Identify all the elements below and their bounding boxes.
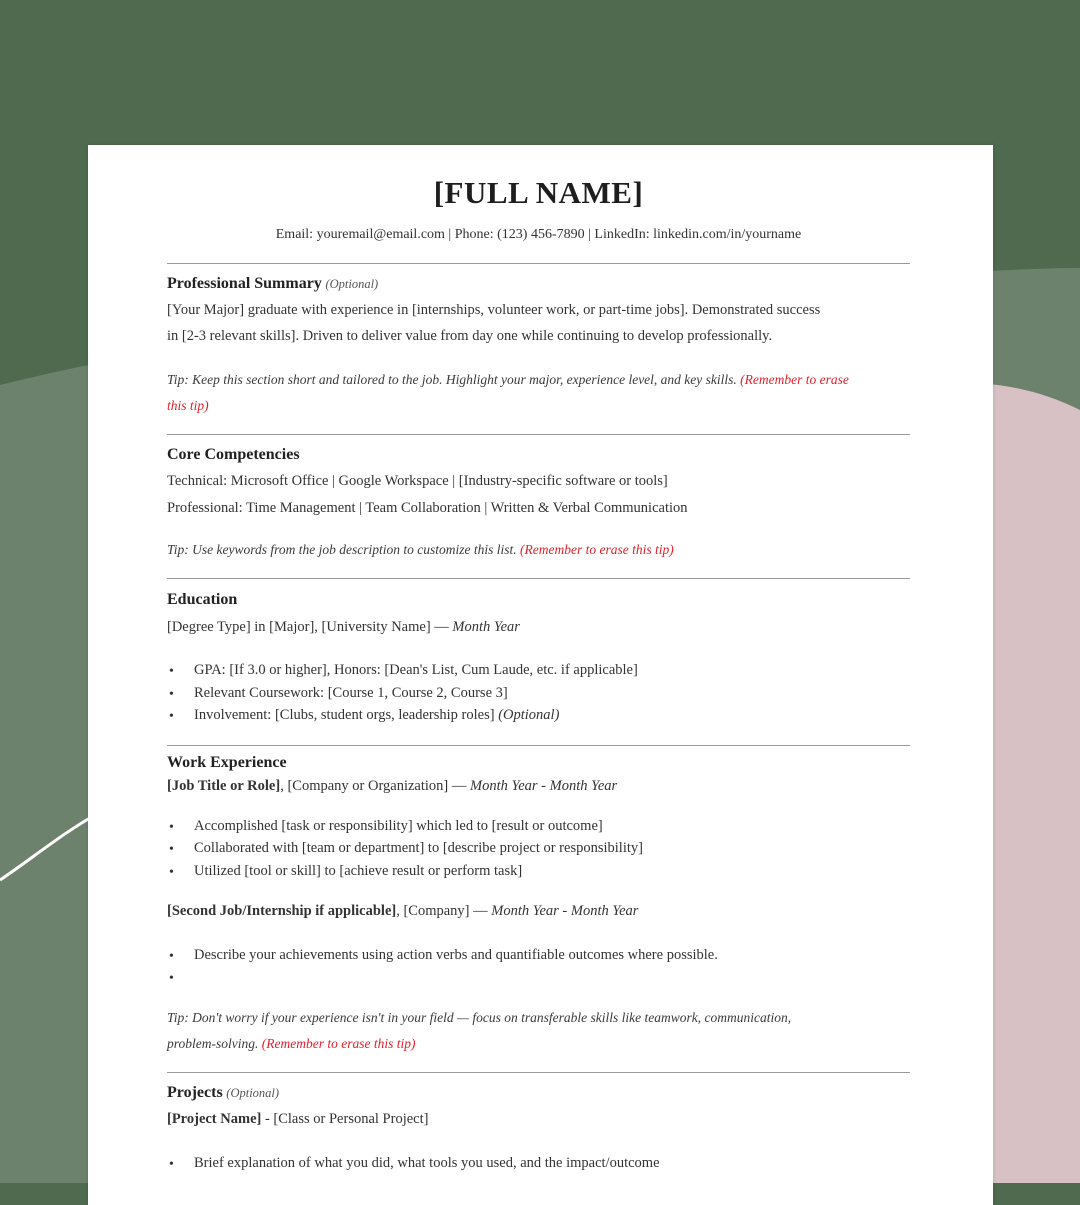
bullet-icon: • xyxy=(169,949,174,964)
divider xyxy=(167,578,910,579)
job2-company: , [Company] — xyxy=(396,903,488,919)
divider xyxy=(167,434,910,435)
project-line xyxy=(167,1111,428,1128)
education-bullet-text: Relevant Coursework: [Course 1, Course 2, Course 3] xyxy=(194,685,508,701)
summary-tip-text: Tip: Keep this section short and tailored to the job. Highlight your major, experience level, and key skills. xyxy=(167,372,737,387)
bullet-icon: • xyxy=(169,664,174,679)
job1-dates: Month Year - Month Year xyxy=(470,778,618,794)
degree-text: [Degree Type] in [Major], [University Name] — xyxy=(167,619,449,635)
competencies-tip-erase-note: (Remember to erase this tip) xyxy=(519,542,674,557)
education-bullet-text: GPA: [If 3.0 or higher], Honors: [Dean's List, Cum Laude, etc. if applicable] xyxy=(194,662,638,678)
project-type: - [Class or Personal Project] xyxy=(261,1111,429,1127)
summary-heading: Professional Summary xyxy=(167,275,322,292)
education-bullet-text xyxy=(194,707,559,724)
bullet-icon: • xyxy=(169,971,174,986)
summary-tip-erase-note-cont: this tip) xyxy=(167,398,209,413)
work-tip-line-1: Tip: Don't worry if your experience isn't in your field — focus on transferable skills like teamwork, communication, xyxy=(167,1010,792,1025)
degree-date: Month Year xyxy=(452,619,520,635)
competencies-tip xyxy=(167,542,674,558)
resume-page xyxy=(88,145,993,1205)
summary-tip-erase-note: (Remember to erase xyxy=(740,372,849,387)
bullet-icon: • xyxy=(169,1157,174,1172)
divider xyxy=(167,1072,910,1073)
summary-line-1: [Your Major] graduate with experience in [internships, volunteer work, or part-time jobs]. Demonstrated success xyxy=(167,302,821,318)
job1-line xyxy=(167,778,617,795)
projects-heading: Projects xyxy=(167,1084,223,1101)
full-name-heading: [FULL NAME] xyxy=(433,175,644,210)
job1-company: , [Company or Organization] — xyxy=(280,778,467,794)
work-tip-erase-note: (Remember to erase this tip) xyxy=(261,1036,416,1051)
summary-heading-line xyxy=(167,275,378,293)
job2-dates: Month Year - Month Year xyxy=(491,903,639,919)
degree-line xyxy=(167,619,520,636)
education-bullet-optional: (Optional) xyxy=(498,707,560,723)
bullet-icon: • xyxy=(169,820,174,835)
education-bullet-text-main: Involvement: [Clubs, student orgs, leadership roles] xyxy=(194,707,495,723)
summary-optional-label: (Optional) xyxy=(325,277,379,291)
divider xyxy=(167,263,910,264)
job1-bullet-text: Utilized [tool or skill] to [achieve result or perform task] xyxy=(194,863,523,879)
contact-line: Email: youremail@email.com | Phone: (123) 456-7890 | LinkedIn: linkedin.com/in/yourname xyxy=(275,227,802,242)
job2-bullet-text: Describe your achievements using action verbs and quantifiable outcomes where possible. xyxy=(194,947,718,963)
education-heading: Education xyxy=(167,591,238,608)
work-tip-line-2 xyxy=(167,1036,415,1052)
summary-line-2: in [2-3 relevant skills]. Driven to deliver value from day one while continuing to develop professionally. xyxy=(167,328,773,344)
divider xyxy=(167,745,910,746)
job2-title: [Second Job/Internship if applicable] xyxy=(167,903,397,919)
bullet-icon: • xyxy=(169,842,174,857)
job2-line xyxy=(167,903,638,920)
work-tip-text: problem-solving. xyxy=(167,1036,259,1051)
summary-tip-line-1 xyxy=(167,372,849,388)
competencies-tip-text: Tip: Use keywords from the job description to customize this list. xyxy=(167,542,517,557)
professional-skills-line: Professional: Time Management | Team Collaboration | Written & Verbal Communication xyxy=(167,500,688,516)
projects-optional-label: (Optional) xyxy=(226,1086,280,1100)
job1-bullet-text: Accomplished [task or responsibility] which led to [result or outcome] xyxy=(194,818,603,834)
competencies-heading: Core Competencies xyxy=(167,446,300,463)
projects-heading-line xyxy=(167,1084,279,1102)
job1-title: [Job Title or Role] xyxy=(167,778,281,794)
project-name: [Project Name] xyxy=(167,1111,262,1127)
project-bullet-text: Brief explanation of what you did, what tools you used, and the impact/outcome xyxy=(194,1155,660,1171)
technical-skills-line: Technical: Microsoft Office | Google Workspace | [Industry-specific software or tools] xyxy=(167,473,668,489)
work-heading: Work Experience xyxy=(167,754,287,771)
job1-bullet-text: Collaborated with [team or department] to [describe project or responsibility] xyxy=(194,840,643,856)
bullet-icon: • xyxy=(169,687,174,702)
bullet-icon: • xyxy=(169,865,174,880)
bullet-icon: • xyxy=(169,709,174,724)
